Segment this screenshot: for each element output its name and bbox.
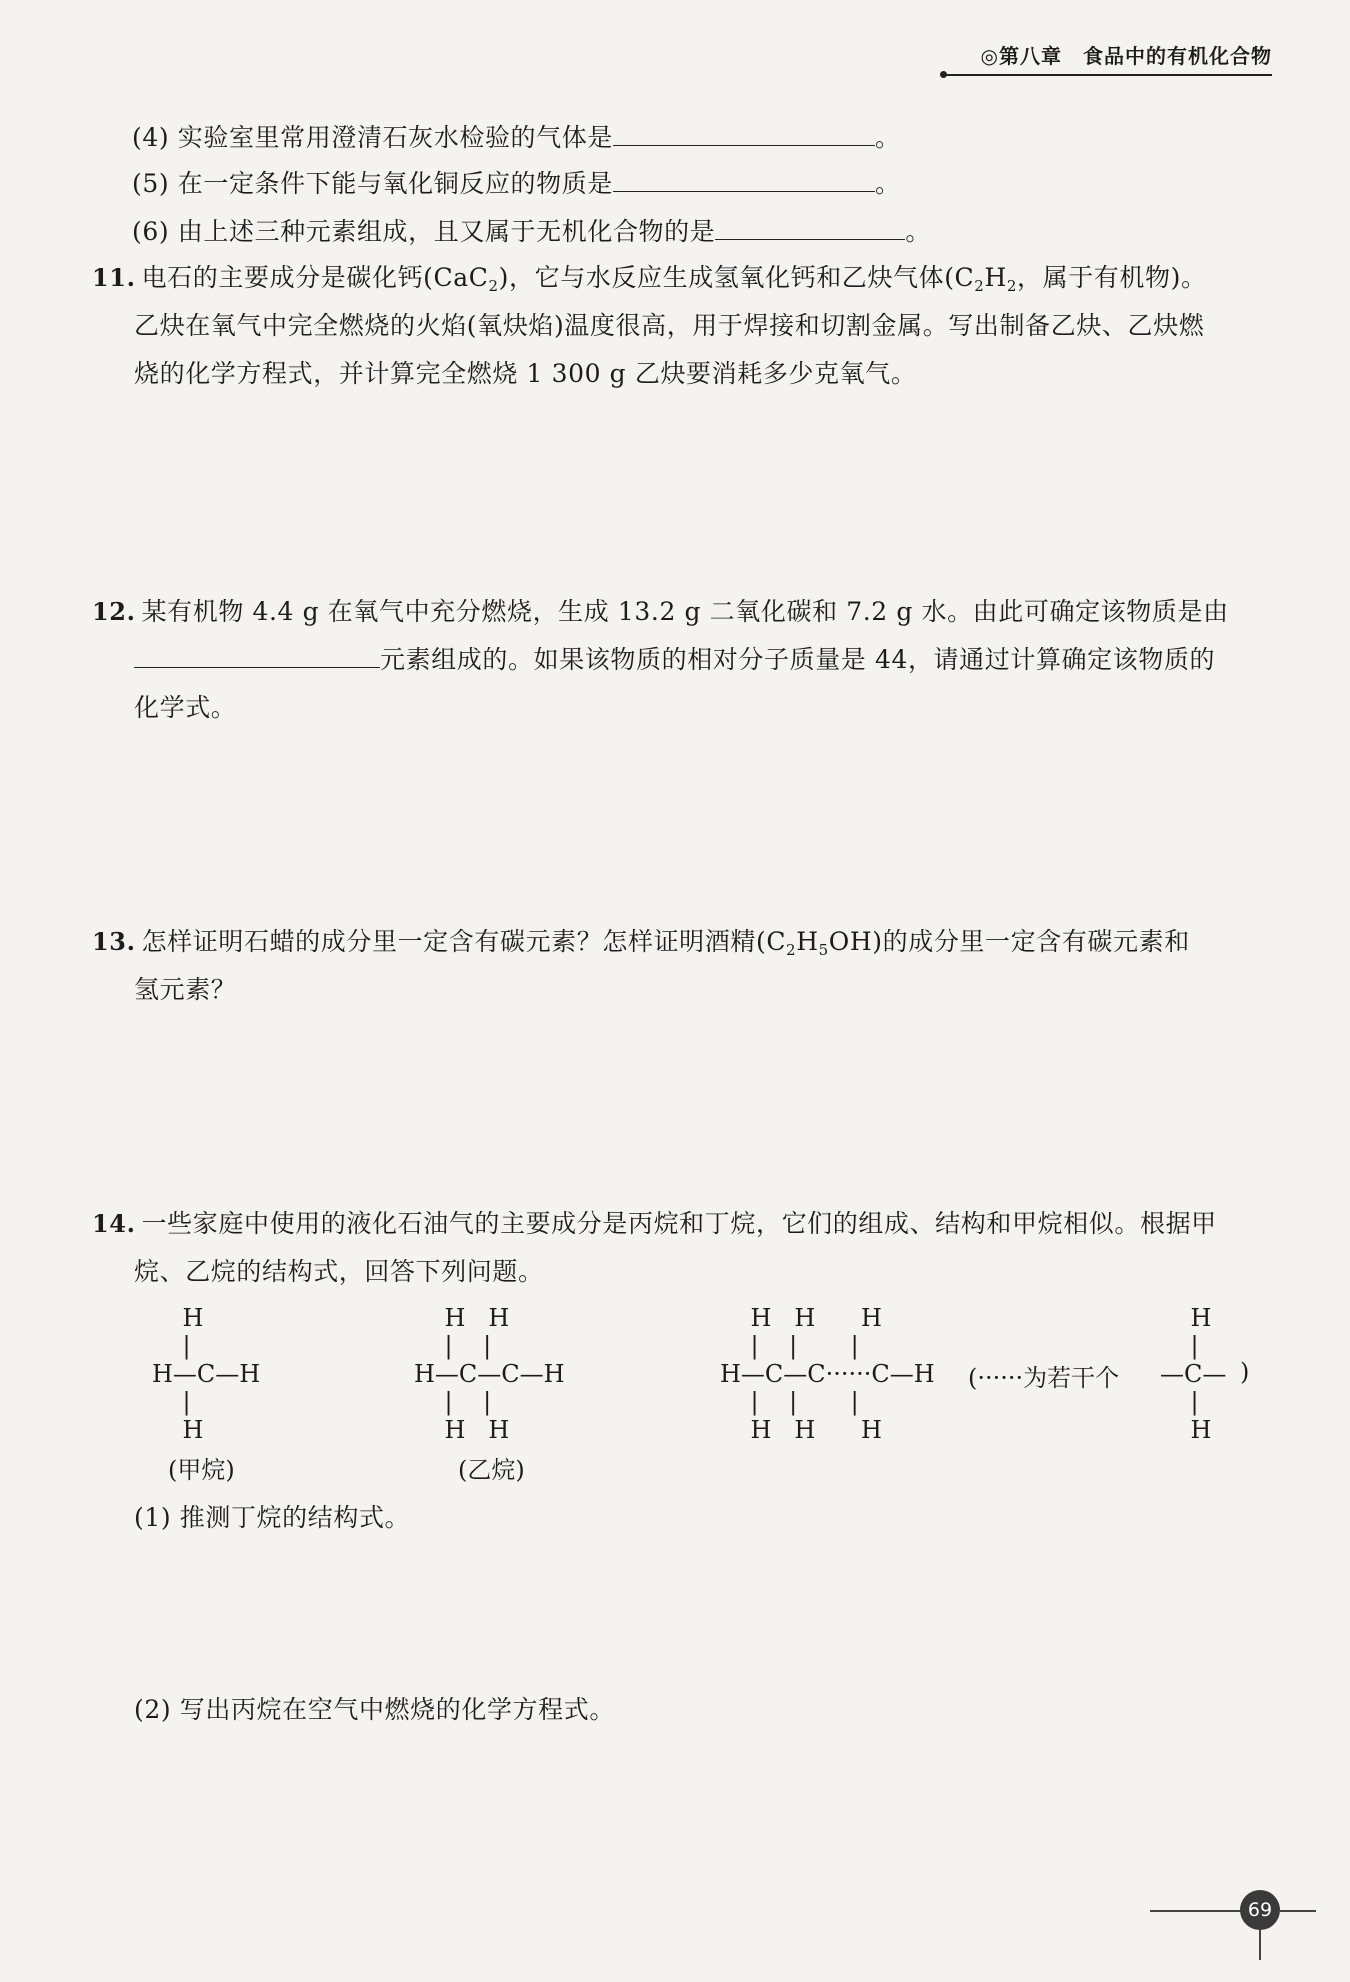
repeat-note: (······为若干个: [968, 1364, 1120, 1392]
answer-blank[interactable]: [715, 217, 905, 240]
question-14-line-2: 烷、乙烷的结构式，回答下列问题。: [134, 1257, 544, 1286]
chapter-header: ◎第八章 食品中的有机化合物: [980, 44, 1272, 68]
answer-blank[interactable]: [613, 169, 875, 192]
close-paren: ): [1240, 1358, 1250, 1386]
question-12-line-3: 化学式。: [134, 693, 237, 722]
question-14-sub-2: (2) 写出丙烷在空气中燃烧的化学方程式。: [134, 1695, 615, 1724]
period: 。: [874, 169, 901, 198]
answer-blank[interactable]: [613, 123, 875, 146]
ethane-structure: H H | | H—C—C—H | | H H: [414, 1304, 565, 1444]
text: )，它与水反应生成氢氧化钙和乙炔气体(C: [498, 263, 975, 292]
text: 怎样证明石蜡的成分里一定含有碳元素？怎样证明酒精(C: [141, 927, 787, 956]
question-number: 12.: [92, 597, 136, 626]
text: 某有机物 4.4 g 在氧气中充分燃烧，生成 13.2 g 二氧化碳和 7.2 g 水。由此可确定该物质是由: [141, 597, 1229, 626]
question-11-line-3: 烧的化学方程式，并计算完全燃烧 1 300 g 乙炔要消耗多少克氧气。: [134, 359, 917, 388]
footer-rule-left: [1150, 1910, 1242, 1912]
subscript: 2: [786, 941, 797, 959]
text: 元素组成的。如果该物质的相对分子质量是 44，请通过计算确定该物质的: [380, 645, 1216, 674]
period: 。: [905, 217, 931, 246]
text: H: [796, 927, 819, 956]
item-6-text: (6) 由上述三种元素组成，且又属于无机化合物的是: [132, 217, 716, 246]
question-12-line-1: [92, 592, 1229, 628]
question-14-line-1: [92, 1204, 1217, 1240]
subscript: 2: [974, 277, 985, 295]
subscript: 2: [1006, 277, 1017, 295]
text: ，属于有机物)。: [1017, 263, 1207, 292]
question-12-line-2: [134, 640, 1215, 676]
text: OH)的成分里一定含有碳元素和: [828, 927, 1190, 956]
question-11-line-1: [92, 258, 1207, 295]
ch2-unit-structure: H | —C— | H: [1160, 1304, 1227, 1444]
item-4: [132, 118, 901, 154]
header-rule: [946, 74, 1272, 76]
answer-blank[interactable]: [134, 645, 380, 668]
question-14-sub-1: (1) 推测丁烷的结构式。: [134, 1503, 411, 1532]
subscript: 2: [488, 277, 499, 295]
question-13-line-2: 氢元素？: [134, 975, 237, 1004]
alkane-general-structure: H H H | | | H—C—C······C—H | | | H H H: [720, 1304, 935, 1444]
text: 一些家庭中使用的液化石油气的主要成分是丙烷和丁烷，它们的组成、结构和甲烷相似。根据甲: [141, 1209, 1217, 1238]
text: 电石的主要成分是碳化钙(CaC: [141, 263, 489, 292]
subscript: 5: [818, 941, 829, 959]
question-11-line-2: 乙炔在氧气中完全燃烧的火焰(氧炔焰)温度很高，用于焊接和切割金属。写出制备乙炔、乙炔燃: [134, 311, 1205, 340]
question-number: 11.: [92, 263, 136, 292]
methane-structure: H | H—C—H | H: [152, 1304, 261, 1444]
question-13-line-1: [92, 922, 1190, 959]
question-number: 14.: [92, 1209, 136, 1238]
caption-ethane: (乙烷): [458, 1456, 525, 1484]
caption-methane: (甲烷): [168, 1456, 235, 1484]
question-number: 13.: [92, 927, 136, 956]
item-6: [132, 212, 931, 248]
footer-rule-right: [1280, 1910, 1316, 1912]
text: H: [984, 263, 1007, 292]
item-4-text: (4) 实验室里常用澄清石灰水检验的气体是: [132, 123, 613, 152]
period: 。: [874, 123, 901, 152]
item-5-text: (5) 在一定条件下能与氧化铜反应的物质是: [132, 169, 613, 198]
page-number: 69: [1240, 1890, 1280, 1930]
item-5: [132, 164, 901, 200]
footer-tick: [1259, 1930, 1261, 1960]
